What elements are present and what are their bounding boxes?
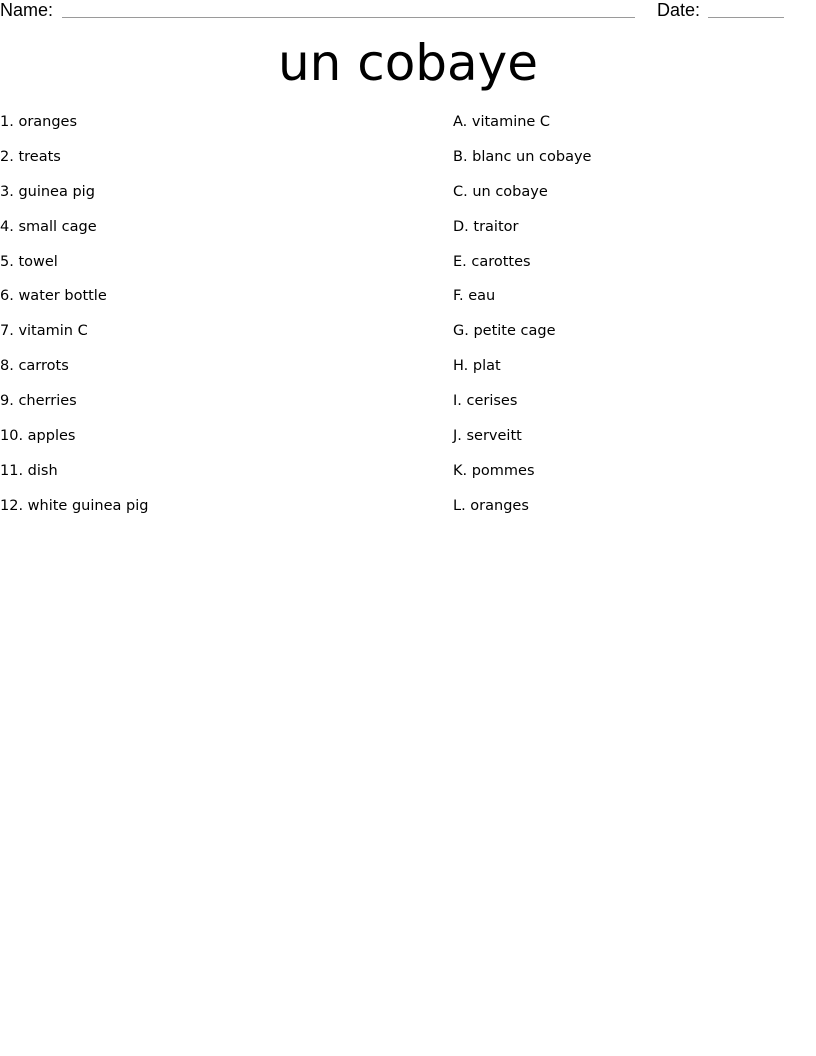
question-item: 12. white guinea pig (0, 497, 149, 514)
answer-item: C. un cobaye (453, 183, 548, 200)
answer-item: A. vitamine C (453, 114, 551, 130)
answer-item: I. cerises (453, 393, 518, 410)
answer-list (453, 110, 813, 529)
answer-item: E. carottes (453, 253, 531, 270)
worksheet-title: un cobaye (277, 34, 539, 92)
name-label: Name: (0, 0, 54, 20)
question-item: 1. oranges (0, 114, 78, 130)
question-item: 3. guinea pig (0, 183, 95, 200)
answer-item: K. pommes (453, 462, 535, 479)
question-list (0, 110, 440, 529)
answer-item: D. traitor (453, 218, 519, 235)
worksheet-header (0, 0, 816, 22)
answer-item: L. oranges (453, 497, 529, 514)
question-item: 11. dish (0, 462, 58, 479)
question-item: 8. carrots (0, 358, 69, 375)
question-item: 4. small cage (0, 218, 97, 235)
answer-item: F. eau (453, 288, 496, 305)
answer-item: B. blanc un cobaye (453, 148, 592, 165)
question-item: 9. cherries (0, 393, 77, 410)
date-blank-line (708, 17, 784, 18)
question-item: 2. treats (0, 148, 61, 165)
question-item: 5. towel (0, 253, 58, 270)
question-item: 6. water bottle (0, 288, 107, 305)
question-item: 10. apples (0, 428, 76, 445)
date-label: Date: (657, 0, 701, 20)
answer-item: H. plat (453, 358, 501, 375)
name-blank-line (62, 17, 635, 18)
answer-item: J. serveitt (453, 428, 522, 445)
answer-item: G. petite cage (453, 323, 556, 340)
question-item: 7. vitamin C (0, 323, 88, 340)
